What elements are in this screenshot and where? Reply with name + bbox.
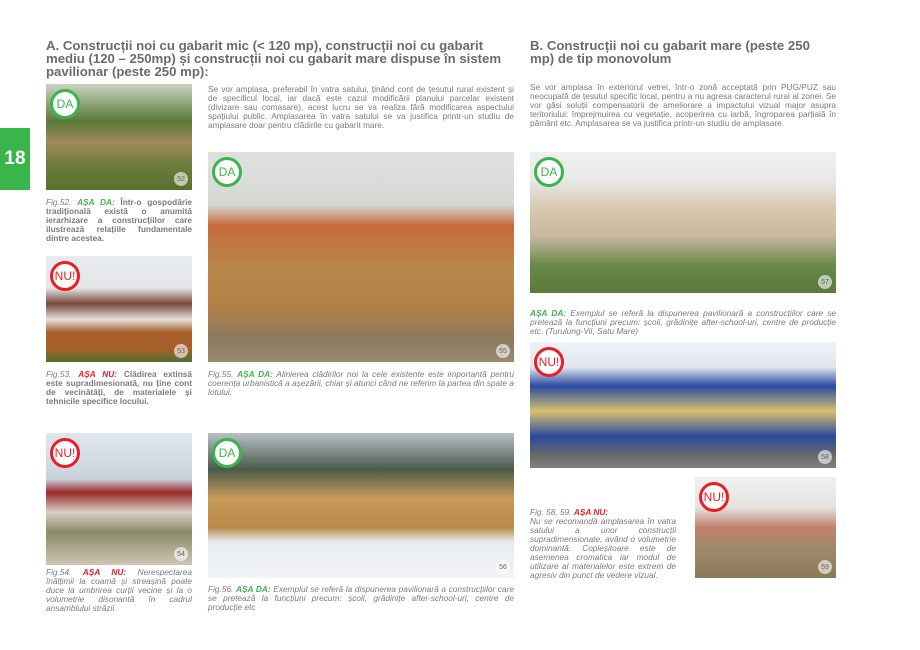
photo-street-heights <box>46 433 192 565</box>
verdict-da: AȘA DA: <box>77 197 115 207</box>
section-b-title: B. Construcții noi cu gabarit mare (peste 250 mp) de tip monovolum <box>530 38 810 66</box>
caption-text: Nerespectarea înălțimii la coamă și streașină poate duce la umbrirea curții vecine și la o volumetrie disonantă în cadrul ansamblului străzii. <box>46 567 193 613</box>
caption-text: Nu se recomandă amplasarea în vatra satului a unor construcții supradimensionate, având o volumetrie dominantă. Copleșitoare este de asemenea cromatica iar modul de utilizare al materialelor este extrem de agresiv din punct de vedere vizual. <box>530 516 676 580</box>
caption-fig56 <box>208 585 514 612</box>
nu-badge: NU! <box>534 347 564 377</box>
photo-number: 58 <box>818 450 832 464</box>
da-badge: DA <box>212 157 242 187</box>
photo-number: 53 <box>174 344 188 358</box>
fig-label: Fig.55. <box>208 369 234 379</box>
verdict-da: AȘA DA: <box>237 369 273 379</box>
nu-badge: NU! <box>50 438 80 468</box>
page-number-tab: 18 <box>0 128 30 190</box>
photo-number: 57 <box>818 275 832 289</box>
photo-oversized-house <box>46 256 192 362</box>
nu-badge: NU! <box>50 261 80 291</box>
verdict-nu: AȘA NU: <box>82 567 127 577</box>
photo-aligned-barn <box>208 152 514 362</box>
caption-fig53 <box>46 370 192 406</box>
da-badge: DA <box>212 438 242 468</box>
photo-dominant-volume <box>695 477 836 578</box>
caption-text: Clădirea extinsă este supradimesionată, nu ține cont de vecinătăți, de materialele și tehnicile specifice locului. <box>46 369 193 406</box>
photo-pavilion-wooden <box>208 433 514 578</box>
caption-text: Alinierea clădirilor noi la cele existente este importantă pentru coerența urbanistică a așezării, chiar și atunci când ne referim la partea din spate a lotului. <box>208 369 515 397</box>
caption-text: Exemplul se referă la dispunerea pavilionară a construcțiilor care se pretează la funcțiuni precum: școli, grădinițe after-school-uri, centre de producție etc <box>208 584 514 612</box>
verdict-da: AȘA DA: <box>530 308 567 318</box>
nu-badge: NU! <box>699 482 729 512</box>
fig-label: Fig.56. <box>208 584 234 594</box>
caption-fig55 <box>208 370 514 397</box>
section-a-intro: Se vor amplasa, preferabil în vatra satului, ținând cont de țesutul rural existent și de specificul local, iar dacă este cazul modificării planului parcelar existent (divizare sau comasare), acest lucru se va realiza fără modificarea aspectului spațiului public. Amplasarea în vatra satului se va justifica printr-un studiu de amplasare doar pentru clădirile cu gabarit mare. <box>208 84 514 130</box>
photo-traditional-household <box>46 84 192 190</box>
caption-text: Într-o gospodărie tradițională există o anumită ierarhizare a construcțiilor care ilustrează relațiile fundamentale dintre acestea. <box>46 197 192 243</box>
photo-monovolume-building <box>530 152 836 293</box>
fig-label: Fig.52. <box>46 197 72 207</box>
caption-fig58-59 <box>530 508 676 580</box>
verdict-nu: AȘA NU: <box>78 369 118 379</box>
fig-label: Fig.53. <box>46 369 72 379</box>
photo-number: 59 <box>818 560 832 574</box>
photo-number: 56 <box>496 560 510 574</box>
da-badge: DA <box>50 89 80 119</box>
fig-label: Fig.54. <box>46 567 72 577</box>
caption-fig57 <box>530 309 836 336</box>
section-b-intro: Se vor amplasa în exteriorul vetrei, într-o zonă acceptată prin PUG/PUZ sau neocupată de țesutul specific local, pentru a nu agresa caracterul rural al zonei. Se vor găsi soluții compensatorii de ameliorare a impactului vizual major asupra teritoriului: împrejmuirea cu vegetație, acoperirea cu iarbă, îngroparea parțială în pământ etc. Amplasarea se va justifica printr-un studiu de amplasare. <box>530 82 836 128</box>
section-a-title: A. Construcții noi cu gabarit mic (< 120 mp), construcții noi cu gabarit mediu (120 – 250mp) și construcții noi cu gabarit mare dispuse în sistem pavilionar (peste 250 mp): <box>46 38 502 79</box>
caption-fig54 <box>46 568 192 613</box>
caption-text: Exemplul se referă la dispunerea pavilionară a construcțiilor care se pretează la funcțiuni precum: școli, grădinițe after-school-uri, centre de producție etc. (Turulung-Vii, Satu Mare) <box>530 308 836 336</box>
da-badge: DA <box>534 157 564 187</box>
photo-number: 54 <box>174 547 188 561</box>
photo-number: 55 <box>496 344 510 358</box>
photo-blue-roof-building <box>530 342 836 468</box>
verdict-nu: AȘA NU: <box>573 507 609 517</box>
fig-label: Fig. 58, 59. <box>530 507 572 517</box>
verdict-da: AȘA DA: <box>236 584 271 594</box>
photo-number: 52 <box>174 172 188 186</box>
caption-fig52 <box>46 198 192 243</box>
